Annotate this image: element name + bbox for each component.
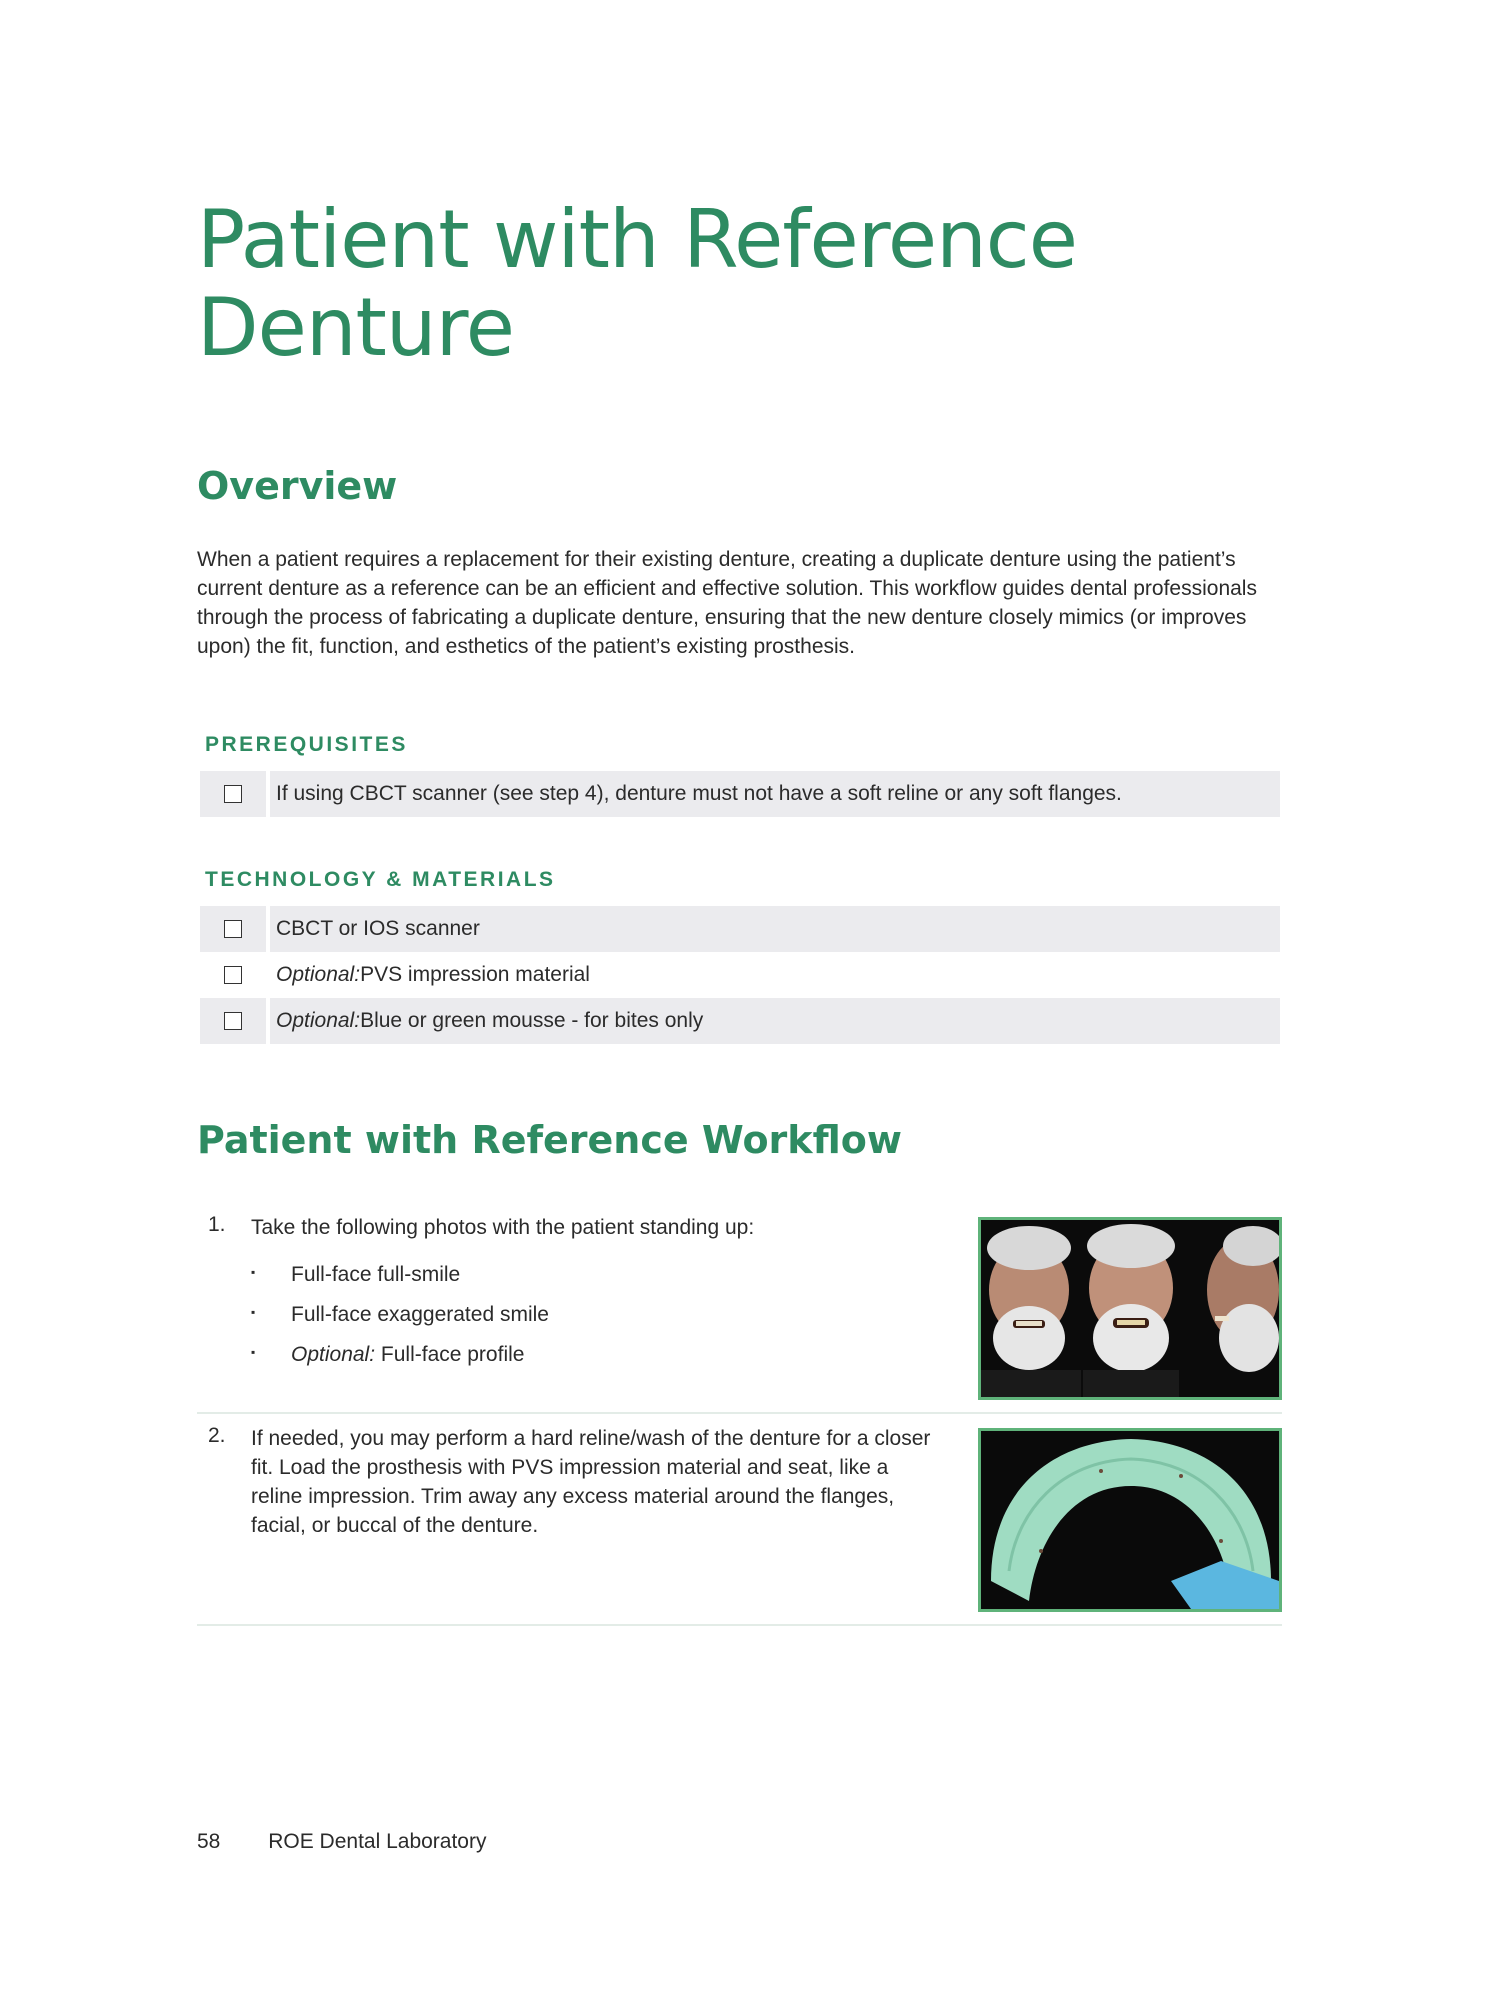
publisher-name: ROE Dental Laboratory xyxy=(268,1830,487,1853)
prerequisites-checklist xyxy=(200,771,1280,817)
step-text: Take the following photos with the patient standing up: xyxy=(251,1216,755,1239)
checkbox[interactable] xyxy=(224,966,242,984)
list-item: ▪ Optional: Full-face profile xyxy=(251,1343,549,1383)
list-item: ▪ Full-face exaggerated smile xyxy=(251,1303,549,1343)
material-item xyxy=(200,952,1280,998)
step-divider xyxy=(197,1412,1282,1414)
patient-faces-illustration xyxy=(981,1220,1279,1397)
step-divider xyxy=(197,1624,1282,1626)
denture-reline-illustration xyxy=(981,1431,1279,1609)
material-text: PVS impression material xyxy=(360,963,590,986)
page-footer xyxy=(197,1830,486,1854)
step-number: 1. xyxy=(208,1213,226,1236)
page-title xyxy=(197,193,1097,374)
photo-list xyxy=(251,1263,549,1383)
material-prefix: Optional: xyxy=(276,1009,361,1032)
technology-materials-label: TECHNOLOGY & MATERIALS xyxy=(205,868,556,891)
checkbox[interactable] xyxy=(224,785,242,803)
patient-photos-image xyxy=(978,1217,1282,1400)
material-text: Blue or green mousse - for bites only xyxy=(360,1009,704,1032)
page-title-line1: Patient with Reference xyxy=(197,193,1077,286)
material-text: CBCT or IOS scanner xyxy=(276,917,480,940)
list-item: ▪ Full-face full-smile xyxy=(251,1263,549,1303)
step-text: If needed, you may perform a hard reline/wash of the denture for a closer fit. Load the prosthesis with PVS impression material and seat, like a reline impression. Trim away any excess material around the flanges, facial, or buccal of the denture. xyxy=(251,1427,931,1537)
prerequisite-text: If using CBCT scanner (see step 4), denture must not have a soft reline or any soft flanges. xyxy=(270,771,1280,817)
checkbox[interactable] xyxy=(224,920,242,938)
checkbox[interactable] xyxy=(224,1012,242,1030)
page-number: 58 xyxy=(197,1830,221,1853)
material-prefix: Optional: xyxy=(276,963,361,986)
material-item xyxy=(200,906,1280,952)
material-item xyxy=(200,998,1280,1044)
step-number: 2. xyxy=(208,1424,226,1447)
technology-materials-checklist xyxy=(200,906,1280,1044)
prerequisite-item xyxy=(200,771,1280,817)
overview-heading: Overview xyxy=(197,464,398,508)
page-title-line2: Denture xyxy=(197,281,514,374)
workflow-heading: Patient with Reference Workflow xyxy=(197,1118,902,1162)
denture-impression-image xyxy=(978,1428,1282,1612)
prerequisites-label: PREREQUISITES xyxy=(205,733,408,756)
overview-text: When a patient requires a replacement for their existing denture, creating a duplicate denture using the patient’s current denture as a reference can be an efficient and effective solution. This workflow guides dental professionals through the process of fabricating a duplicate denture, ensuring that the new denture closely mimics (or improves upon) the fit, function, and esthetics of the patient’s existing prosthesis. xyxy=(197,548,1257,658)
